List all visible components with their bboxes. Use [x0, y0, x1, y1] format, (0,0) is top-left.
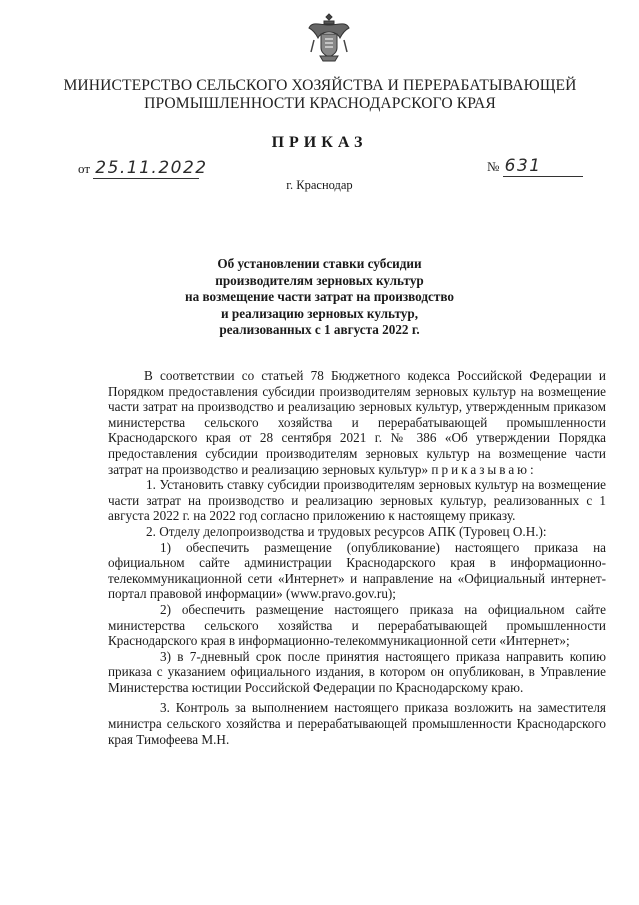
preamble-verb: приказываю:: [431, 461, 537, 477]
order-date: 25.11.2022: [95, 158, 208, 178]
ministry-name-line2: ПРОМЫШЛЕННОСТИ КРАСНОДАРСКОГО КРАЯ: [144, 95, 496, 112]
order-subject: [0, 256, 639, 339]
item-2-sub-3: 3) в 7-дневный срок после принятия настоящего приказа направить копию приказа с указанием официального издания, в котором он опубликован, в Управление Министерства юстиции Российской Федерации по Краснодарскому краю.: [108, 648, 606, 695]
item-1: 1. Установить ставку субсидии производителям зерновых культур на возмещение части затрат на производство и реализацию зерновых культур, реализованных с 1 августа 2022 г. на 2022 год согласно приложению к настоящему приказу.: [108, 477, 606, 524]
preamble-paragraph: [108, 368, 606, 477]
item-2-sub-1: 1) обеспечить размещение (опубликование) настоящего приказа на официальном сайте администрации Краснодарского края в информационно-телекоммуникационной сети «Интернет» и направление на «Официальный интернет-портал правовой информации» (www.pravo.gov.ru);: [108, 539, 606, 602]
subject-line: на возмещение части затрат на производство: [185, 289, 454, 304]
preamble-text: В соответствии со статьей 78 Бюджетного кодекса Российской Федерации и Порядком предоставления субсидии производителям зерновых культур на возмещение части затрат на производство и реализацию зерновых культур, утвержденным приказом министерства сельского хозяйства и перерабатывающей промышленности Краснодарского края от 28 сентября 2021 г. № 386 «Об утверждении Порядка предоставления субсидии производителям зерновых культур на возмещение части затрат на производство и реализацию зерновых культур»: [108, 368, 606, 477]
item-2-sub-2: 2) обеспечить размещение настоящего приказа на официальном сайте министерства сельского хозяйства и перерабатывающей промышленности Краснодарского края в информационно-телекоммуникационной сети «Интернет»;: [108, 601, 606, 649]
subject-line: производителям зерновых культур: [215, 272, 424, 288]
order-date-line: [78, 158, 208, 179]
order-number: 631: [504, 156, 542, 176]
coat-of-arms-emblem: [306, 12, 352, 64]
item-2: 2. Отделу делопроизводства и трудовых ресурсов АПК (Туровец О.Н.):: [146, 523, 547, 539]
subject-line: и реализацию зерновых культур,: [221, 305, 418, 321]
order-number-field: [503, 156, 583, 177]
subject-line: Об установлении ставки субсидии: [217, 256, 422, 271]
order-title: ПРИКАЗ: [271, 134, 368, 151]
item-3: 3. Контроль за выполнением настоящего приказа возложить на заместителя министра сельского хозяйства и перерабатывающей промышленности Краснодарского края Тимофеева М.Н.: [108, 700, 606, 747]
order-number-line: [487, 156, 583, 177]
order-body: [108, 368, 606, 747]
order-date-field: [93, 158, 208, 179]
subject-line: реализованных с 1 августа 2022 г.: [219, 322, 420, 337]
order-city: г. Краснодар: [286, 178, 353, 192]
number-prefix: №: [487, 159, 500, 174]
date-prefix: от: [78, 161, 91, 176]
ministry-name-line1: МИНИСТЕРСТВО СЕЛЬСКОГО ХОЗЯЙСТВА И ПЕРЕРАБАТЫВАЮЩЕЙ: [63, 77, 577, 94]
